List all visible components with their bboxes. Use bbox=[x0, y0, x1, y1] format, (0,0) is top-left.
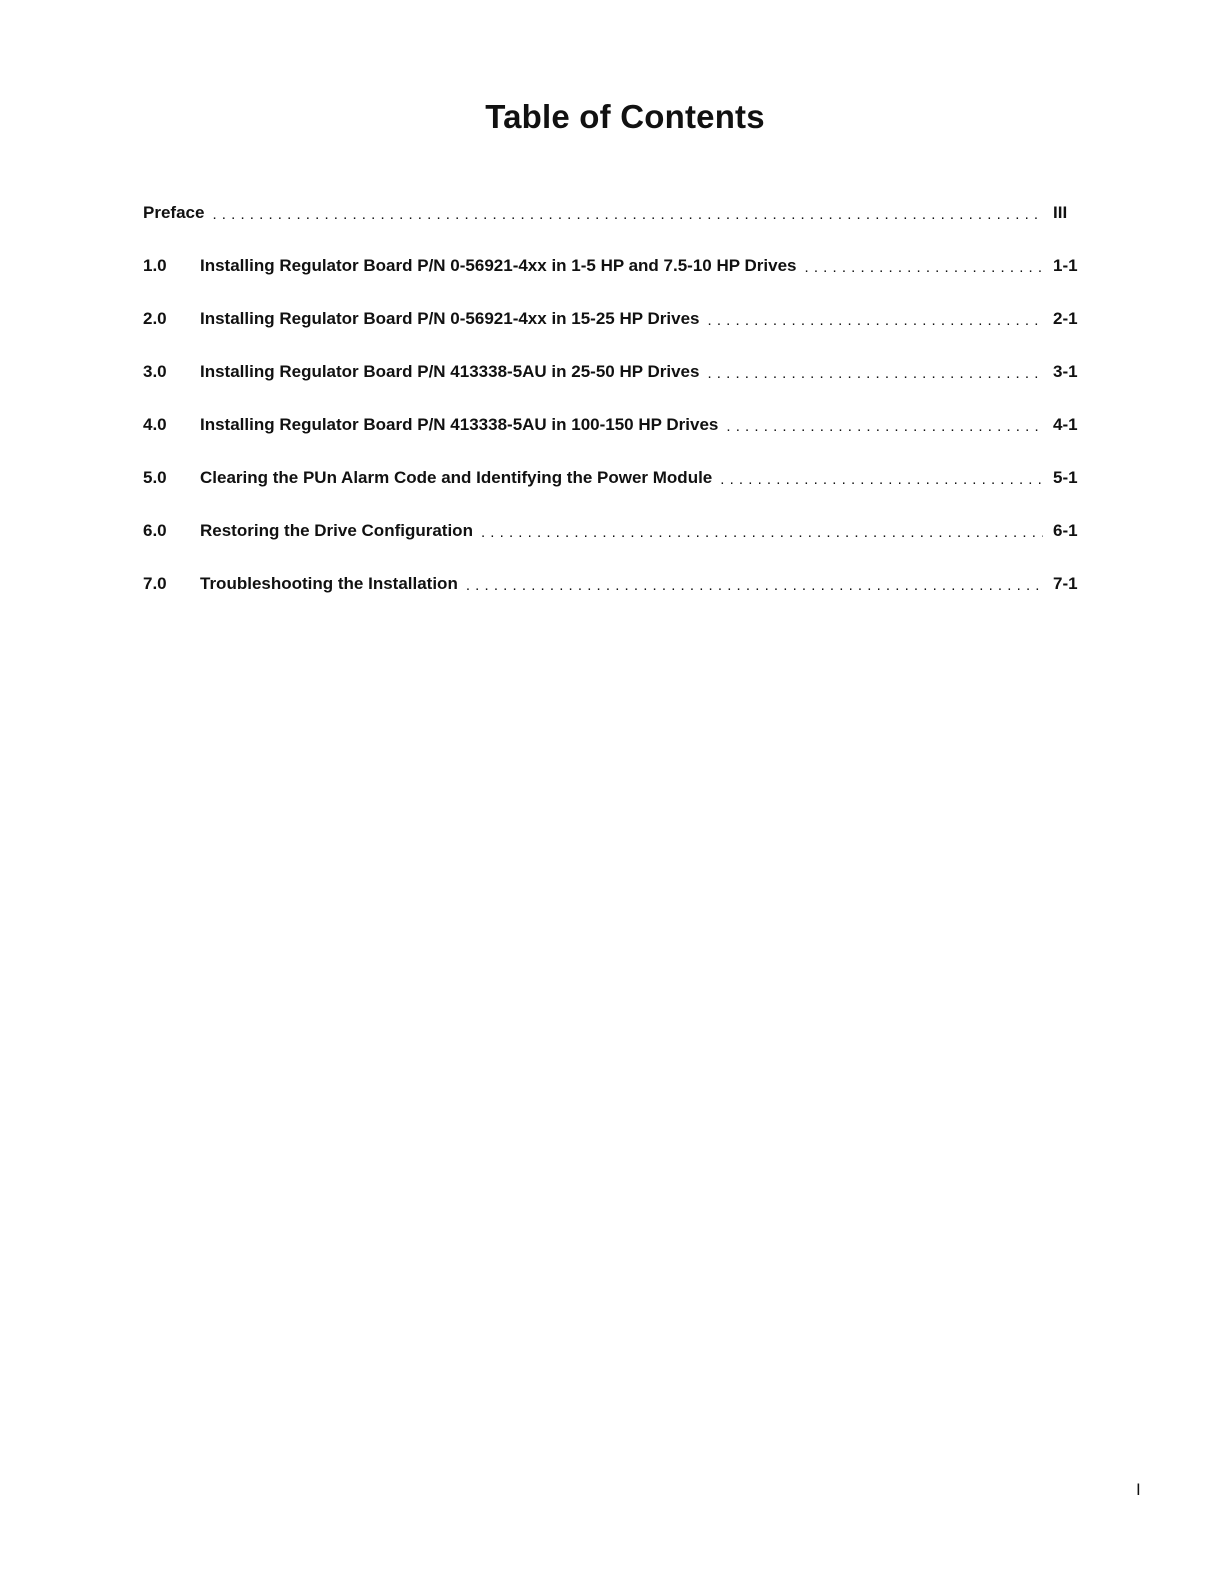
toc-entry-6[interactable] bbox=[143, 521, 1083, 574]
dot-leader bbox=[726, 416, 1043, 433]
toc-entry-title: Installing Regulator Board P/N 0-56921-4xx in 1-5 HP and 7.5-10 HP Drives bbox=[200, 256, 797, 275]
toc-entry-page: 4-1 bbox=[1053, 415, 1078, 434]
toc-entry-page: 7-1 bbox=[1053, 574, 1078, 593]
toc-entry-title: Clearing the PUn Alarm Code and Identifying the Power Module bbox=[200, 468, 713, 487]
toc-entry-title: Troubleshooting the Installation bbox=[200, 574, 458, 593]
toc-entry-4[interactable] bbox=[143, 415, 1083, 468]
toc-entry-number: 2.0 bbox=[143, 309, 167, 328]
toc-entry-number: 5.0 bbox=[143, 468, 167, 487]
toc-entry-title: Installing Regulator Board P/N 413338-5AU in 100-150 HP Drives bbox=[200, 415, 719, 434]
page-number: I bbox=[1136, 1480, 1141, 1499]
toc-entry-title: Preface bbox=[143, 203, 205, 222]
toc-entry-page: III bbox=[1053, 203, 1068, 222]
toc-entry-title: Installing Regulator Board P/N 413338-5AU in 25-50 HP Drives bbox=[200, 362, 700, 381]
toc-entry-1[interactable] bbox=[143, 256, 1083, 309]
dot-leader bbox=[804, 257, 1043, 274]
dot-leader bbox=[707, 310, 1043, 327]
toc-entry-2[interactable] bbox=[143, 309, 1083, 362]
toc-entry-title: Restoring the Drive Configuration bbox=[200, 521, 473, 540]
toc-entry-number: 3.0 bbox=[143, 362, 167, 381]
toc-entry-number: 6.0 bbox=[143, 521, 167, 540]
toc-entry-preface[interactable] bbox=[143, 203, 1083, 256]
dot-leader bbox=[720, 469, 1043, 486]
dot-leader bbox=[481, 522, 1043, 539]
toc-entry-page: 2-1 bbox=[1053, 309, 1078, 328]
toc-entry-3[interactable] bbox=[143, 362, 1083, 415]
toc-entry-number: 4.0 bbox=[143, 415, 167, 434]
table-of-contents bbox=[143, 203, 1083, 627]
toc-entry-number: 7.0 bbox=[143, 574, 167, 593]
toc-entry-page: 5-1 bbox=[1053, 468, 1078, 487]
toc-entry-page: 1-1 bbox=[1053, 256, 1078, 275]
toc-entry-7[interactable] bbox=[143, 574, 1083, 627]
dot-leader bbox=[707, 363, 1043, 380]
dot-leader bbox=[466, 575, 1043, 592]
toc-entry-page: 3-1 bbox=[1053, 362, 1078, 381]
dot-leader bbox=[212, 204, 1043, 221]
page-title: Table of Contents bbox=[485, 98, 765, 135]
toc-entry-5[interactable] bbox=[143, 468, 1083, 521]
toc-entry-title: Installing Regulator Board P/N 0-56921-4xx in 15-25 HP Drives bbox=[200, 309, 700, 328]
toc-entry-page: 6-1 bbox=[1053, 521, 1078, 540]
toc-entry-number: 1.0 bbox=[143, 256, 167, 275]
